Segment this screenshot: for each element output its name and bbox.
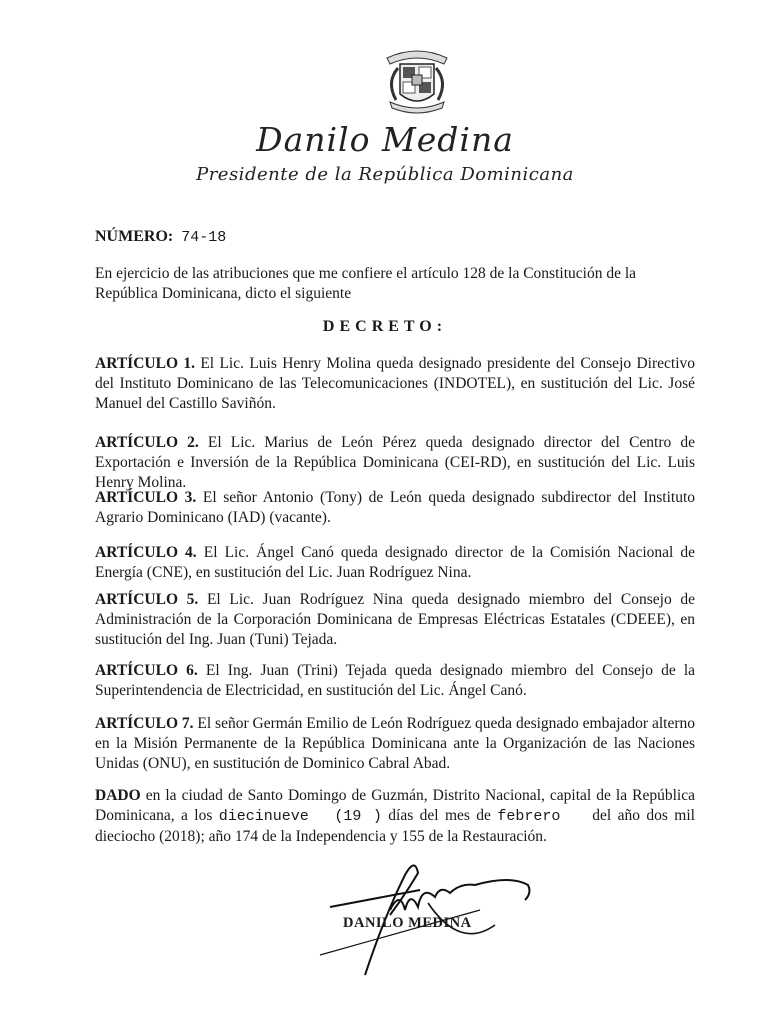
decree-number-label: NÚMERO:: [95, 228, 174, 245]
article-text: El señor Antonio (Tony) de León queda designado subdirector del Instituto Agrario Dominicano (IAD) (vacante).: [95, 489, 695, 526]
day-word: diecinueve: [218, 808, 309, 825]
signatory-name: DANILO MEDINA: [343, 915, 472, 931]
article-4: [95, 543, 695, 583]
article-6: [95, 661, 695, 701]
coat-of-arms-icon: [372, 42, 462, 122]
month: febrero: [497, 808, 561, 825]
article-label: ARTÍCULO 1.: [95, 355, 195, 372]
article-text: El Ing. Juan (Trini) Tejada queda designado miembro del Consejo de la Superintendencia de Electricidad, en sustitución del Lic. Ángel Canó.: [95, 662, 696, 699]
dado-text: del año dos mil dieciocho (2018); año 174 de la Independencia y 155 de la Restauración.: [95, 807, 695, 845]
article-5: [95, 590, 695, 650]
president-title-letterhead: Presidente de la República Dominicana: [196, 164, 574, 185]
article-label: ARTÍCULO 4.: [95, 544, 197, 561]
dado-label: DADO: [95, 787, 141, 804]
article-text: El Lic. Marius de León Pérez queda designado director del Centro de Exportación e Inversión de la República Dominicana (CEI-RD), en sustitución del Lic. Luis Henry Molina.: [95, 434, 696, 491]
president-name-letterhead: Danilo Medina: [256, 120, 514, 159]
article-text: El señor Germán Emilio de León Rodríguez queda designado embajador alterno en la Misión Permanente de la República Dominicana ante la Organización de las Naciones Unidas (ONU), en sustitución de Dominico Cabral Abad.: [95, 715, 696, 772]
article-text: El Lic. Juan Rodríguez Nina queda designado miembro del Consejo de Administración de la Corporación Dominicana de Empresas Eléctricas Estatales (CDEEE), en sustitución del Ing. Juan (Tuni) Tejada.: [95, 591, 696, 648]
intro-paragraph: En ejercicio de las atribuciones que me confiere el artículo 128 de la Constitución de la República Dominicana, dicto el siguiente: [95, 265, 637, 302]
dado-paragraph: [95, 786, 695, 847]
article-label: ARTÍCULO 3.: [95, 489, 197, 506]
article-label: ARTÍCULO 2.: [95, 434, 199, 451]
article-label: ARTÍCULO 6.: [95, 662, 198, 679]
decree-number-value: 74-18: [181, 229, 227, 246]
article-7: [95, 714, 695, 774]
article-3: [95, 488, 695, 528]
article-label: ARTÍCULO 7.: [95, 715, 194, 732]
article-label: ARTÍCULO 5.: [95, 591, 199, 608]
dado-text: días del mes de: [388, 807, 491, 824]
dado-text: en la ciudad de Santo Domingo de Guzmán, Distrito Nacional, capital de la República Dominicana, a los: [95, 787, 695, 824]
day-number: (19 ): [334, 808, 382, 825]
article-2: [95, 433, 695, 493]
decreto-heading: DECRETO:: [322, 318, 448, 335]
article-text: El Lic. Ángel Canó queda designado director de la Comisión Nacional de Energía (CNE), en sustitución del Lic. Juan Rodríguez Nina.: [95, 544, 696, 581]
decree-number: [95, 228, 226, 246]
article-1: [95, 354, 695, 414]
article-text: El Lic. Luis Henry Molina queda designado presidente del Consejo Directivo del Instituto Dominicano de las Telecomunicaciones (INDOTEL), en sustitución del Lic. José Manuel del Castillo Saviñón.: [95, 355, 696, 412]
